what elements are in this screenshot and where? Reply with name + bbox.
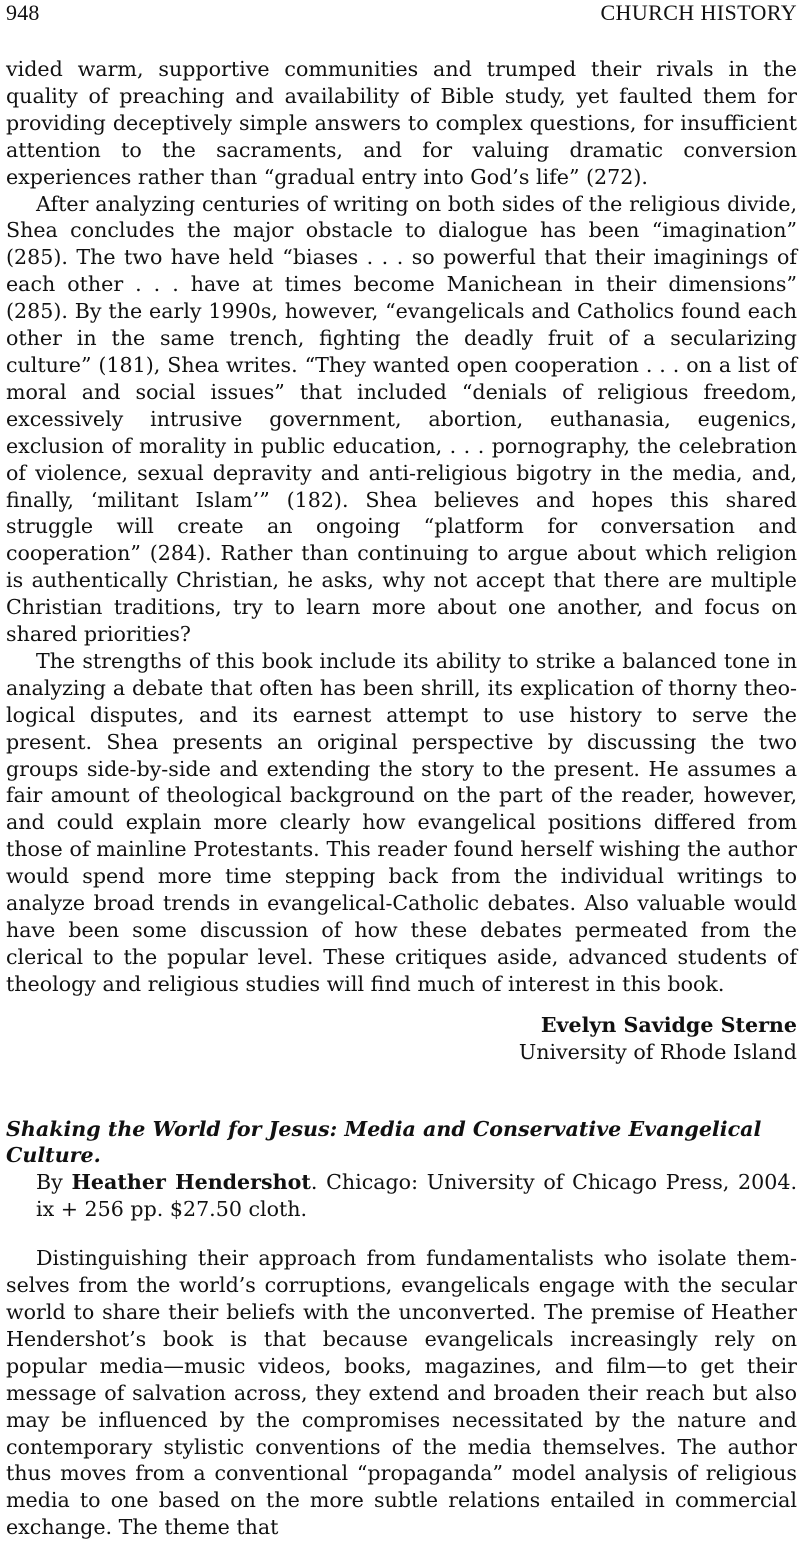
running-head xyxy=(6,0,797,34)
book-byline xyxy=(6,1169,797,1223)
review-paragraph-imagination: After analyzing centuries of writing on both sides of the religious divide, Shea concludes the major obstacle to dialogue has been “imagination” (285). The two have held “biases . . . so powerful that their imaginings of each other . . . have at times become Manichean in their dimensions” (285). By the early 1990s, however, “evangelicals and Catholics found each other in the same trench, fighting the deadly fruit of a secularizing culture” (181), Shea writes. “They wanted open cooperation . . . on a list of moral and social issues” that included “denials of religious freedom, excessively intrusive government, abortion, euthanasia, eugenics, exclusion of morality in public education, . . . pornography, the celebration of violence, sexual depravity and anti-religious bigotry in the media, and, finally, ‘militant Islam’” (182). Shea believes and hopes this shared struggle will create an ongoing “platform for conversation and cooperation” (284). Rather than continuing to argue about which religion is authentically Christian, he asks, why not accept that there are multiple Christian traditions, try to learn more about one another, and focus on shared priorities? xyxy=(6,191,797,647)
page-number: 948 xyxy=(6,0,40,25)
byline-prefix: By xyxy=(36,1170,72,1195)
reviewer-signature xyxy=(6,1012,797,1066)
reviewer-name: Evelyn Savidge Sterne xyxy=(540,1012,797,1037)
review-paragraph-strengths: The strengths of this book include its ability to strike a balanced tone in analyzing a debate that often has been shrill, its explication of thorny theological disputes, and its earnest attempt to use history to serve the present. Shea presents an original perspective by discussing the two groups side-by-side and extending the story to the present. He assumes a fair amount of theological background on the part of the reader, however, and could explain more clearly how evangelical positions differed from those of mainline Protestants. This reader found herself wishing the author would spend more time stepping back from the individual writings to analyze broad trends in evangelical-Catholic debates. Also valuable would have been some discussion of how these debates permeated from the clerical to the popular level. These critiques aside, advanced students of theology and religious studies will find much of interest in this book. xyxy=(6,648,797,996)
publication-info: . Chicago: University of Chicago Press, 2004. ix + 256 pp. $27.50 cloth. xyxy=(36,1170,797,1222)
reviewer-affiliation: University of Rhode Island xyxy=(518,1039,797,1064)
book-author: Heather Hendershot xyxy=(71,1170,311,1195)
journal-title: CHURCH HISTORY xyxy=(600,0,797,25)
review-paragraph-opening: Distinguishing their approach from fundamentalists who isolate themselves from the world’s corruptions, evangelicals engage with the secular world to share their beliefs with the unconverted. The premise of Heather Hendershot’s book is that because evangelicals increasingly rely on popular media—music videos, books, magazines, and film—to get their message of salvation across, they extend and broaden their reach but also may be influenced by the compromises necessitated by the nature and contemporary stylistic conventions of the media themselves. The author thus moves from a conventional “propaganda” model analysis of religious media to one based on the more subtle relations entailed in commercial exchange. The theme that xyxy=(6,1246,797,1540)
book-citation xyxy=(6,1116,797,1224)
book-title: Shaking the World for Jesus: Media and Conservative Evangelical Culture. xyxy=(6,1116,762,1168)
review-paragraph-continuation: vided warm, supportive communities and trumped their rivals in the quality of preaching and availability of Bible study, yet faulted them for providing deceptively simple answers to complex questions, for insufficient attention to the sacraments, and for valuing dramatic conversion experiences rather than “gradual entry into God’s life” (272). xyxy=(6,57,797,189)
